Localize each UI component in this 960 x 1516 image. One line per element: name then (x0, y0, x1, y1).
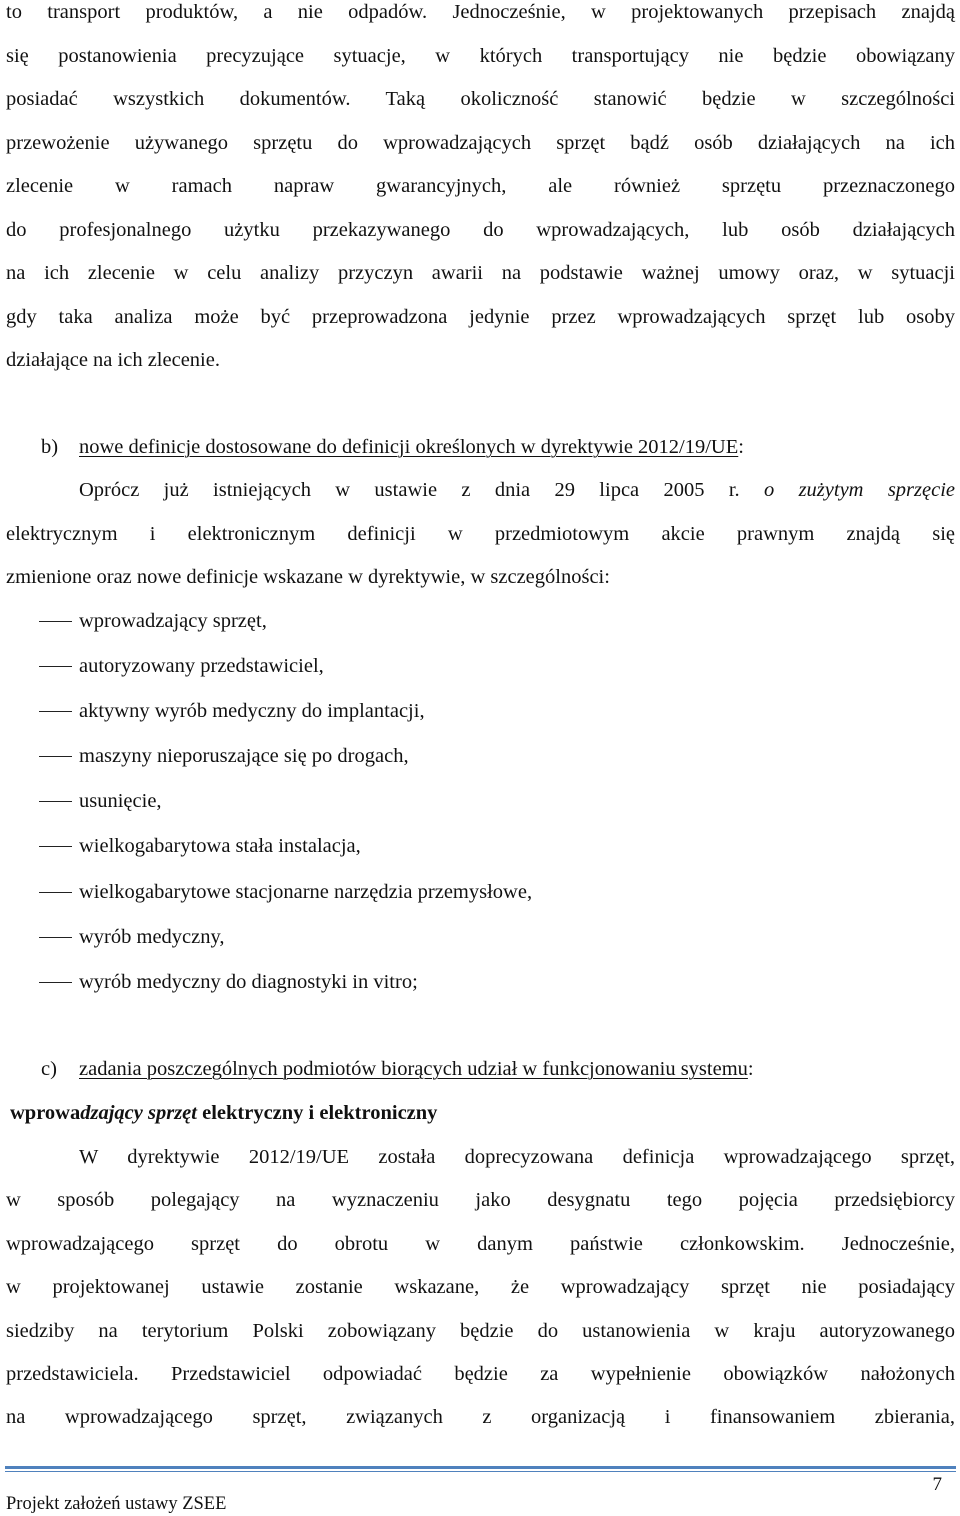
list-item-text: maszyny nieporuszające się po drogach, (79, 745, 409, 767)
section-c-heading (79, 1054, 955, 1084)
paragraph-line: na ich zlecenie w celu analizy przyczyn awarii na podstawie ważnej umowy oraz, w sytuacji (6, 262, 955, 284)
section-c-heading-text: zadania poszczególnych podmiotów biorących udział w funkcjonowaniu systemu (79, 1058, 748, 1080)
paragraph-line: posiadać wszystkich dokumentów. Taką okoliczność stanowić będzie w szczególności (6, 88, 955, 110)
paragraph-line: przedstawiciela. Przedstawiciel odpowiadać będzie za wypełnienie obowiązków nałożonych (6, 1363, 955, 1385)
paragraph-line: do profesjonalnego użytku przekazywanego do wprowadzających, lub osób działających (6, 219, 955, 241)
paragraph-line: na wprowadzającego sprzęt, związanych z organizacją i finansowaniem zbierania, (6, 1406, 955, 1428)
dash-bullet (39, 982, 72, 983)
page-number: 7 (932, 1474, 942, 1495)
section-b-heading-text: nowe definicje dostosowane do definicji określonych w dyrektywie 2012/19/UE (79, 436, 739, 458)
list-item (6, 786, 955, 816)
footer-title: Projekt założeń ustawy ZSEE (6, 1494, 227, 1514)
subheading-italic-part: dzający sprzęt (80, 1102, 197, 1124)
section-c-subheading (10, 1098, 959, 1128)
paragraph-line: wprowadzającego sprzęt do obrotu w danym państwie członkowskim. Jednocześnie, (6, 1233, 955, 1255)
list-item (6, 651, 955, 681)
dash-bullet (39, 666, 72, 667)
paragraph-line: zmienione oraz nowe definicje wskazane w dyrektywie, w szczególności: (6, 566, 610, 588)
list-item-text: wyrób medyczny, (79, 926, 225, 948)
dash-bullet (39, 621, 72, 622)
section-b-heading (79, 432, 955, 462)
section-c-label: c) (41, 1058, 57, 1080)
paragraph-line: w projektowanej ustawie zostanie wskazane, że wprowadzający sprzęt nie posiadający (6, 1276, 955, 1298)
section-b-colon: : (738, 436, 744, 458)
paragraph-line: w sposób polegający na wyznaczeniu jako desygnatu tego pojęcia przedsiębiorcy (6, 1189, 955, 1211)
dash-bullet (39, 801, 72, 802)
list-item (6, 967, 955, 997)
paragraph-line: zlecenie w ramach napraw gwarancyjnych, ale również sprzętu przeznaczonego (6, 175, 955, 197)
list-item (6, 877, 955, 907)
list-item (6, 922, 955, 952)
list-item-text: wyrób medyczny do diagnostyki in vitro; (79, 971, 418, 993)
section-b-intro-italic: o zużytym sprzęcie (763, 479, 955, 501)
dash-bullet (39, 756, 72, 757)
list-item-text: autoryzowany przedstawiciel, (79, 655, 324, 677)
section-c-colon: : (747, 1058, 754, 1080)
section-b-label: b) (41, 436, 59, 458)
list-item (6, 741, 955, 771)
paragraph-line: siedziby na terytorium Polski zobowiązany będzie do ustanowienia w kraju autoryzowanego (6, 1320, 955, 1342)
list-item-text: usunięcie, (79, 790, 162, 812)
list-item (6, 606, 955, 636)
footer-divider (5, 1466, 956, 1469)
dash-bullet (39, 892, 72, 893)
dash-bullet (39, 937, 72, 938)
paragraph-line: elektrycznym i elektronicznym definicji w przedmiotowym akcie prawnym znajdą się (6, 523, 955, 545)
paragraph-line: gdy taka analiza może być przeprowadzona jedynie przez wprowadzających sprzęt lub osoby (6, 306, 955, 328)
footer-divider-thin (5, 1471, 956, 1472)
list-item-text: aktywny wyrób medyczny do implantacji, (79, 700, 425, 722)
subheading-part: elektryczny i elektroniczny (196, 1102, 438, 1124)
list-item-text: wielkogabarytowe stacjonarne narzędzia przemysłowe, (79, 881, 533, 903)
section-b-intro (79, 475, 955, 505)
list-item (6, 696, 955, 726)
dash-bullet (39, 711, 72, 712)
list-item-text: wielkogabarytowa stała instalacja, (79, 835, 361, 857)
subheading-part: wprowa (10, 1102, 81, 1124)
dash-bullet (39, 846, 72, 847)
paragraph-line: to transport produktów, a nie odpadów. Jednocześnie, w projektowanych przepisach znajdą (6, 1, 955, 23)
list-item-text: wprowadzający sprzęt, (79, 610, 267, 632)
paragraph-line: działające na ich zlecenie. (6, 349, 220, 371)
section-b-intro-text: Oprócz już istniejących w ustawie z dnia 29 lipca 2005 r. (79, 479, 764, 501)
list-item (6, 831, 955, 861)
paragraph-line: przewożenie używanego sprzętu do wprowadzających sprzęt bądź osób działających na ich (6, 132, 955, 154)
paragraph-line: W dyrektywie 2012/19/UE została doprecyzowana definicja wprowadzającego sprzęt, (79, 1146, 955, 1168)
paragraph-line: się postanowienia precyzujące sytuacje, w których transportujący nie będzie obowiązany (6, 45, 955, 67)
